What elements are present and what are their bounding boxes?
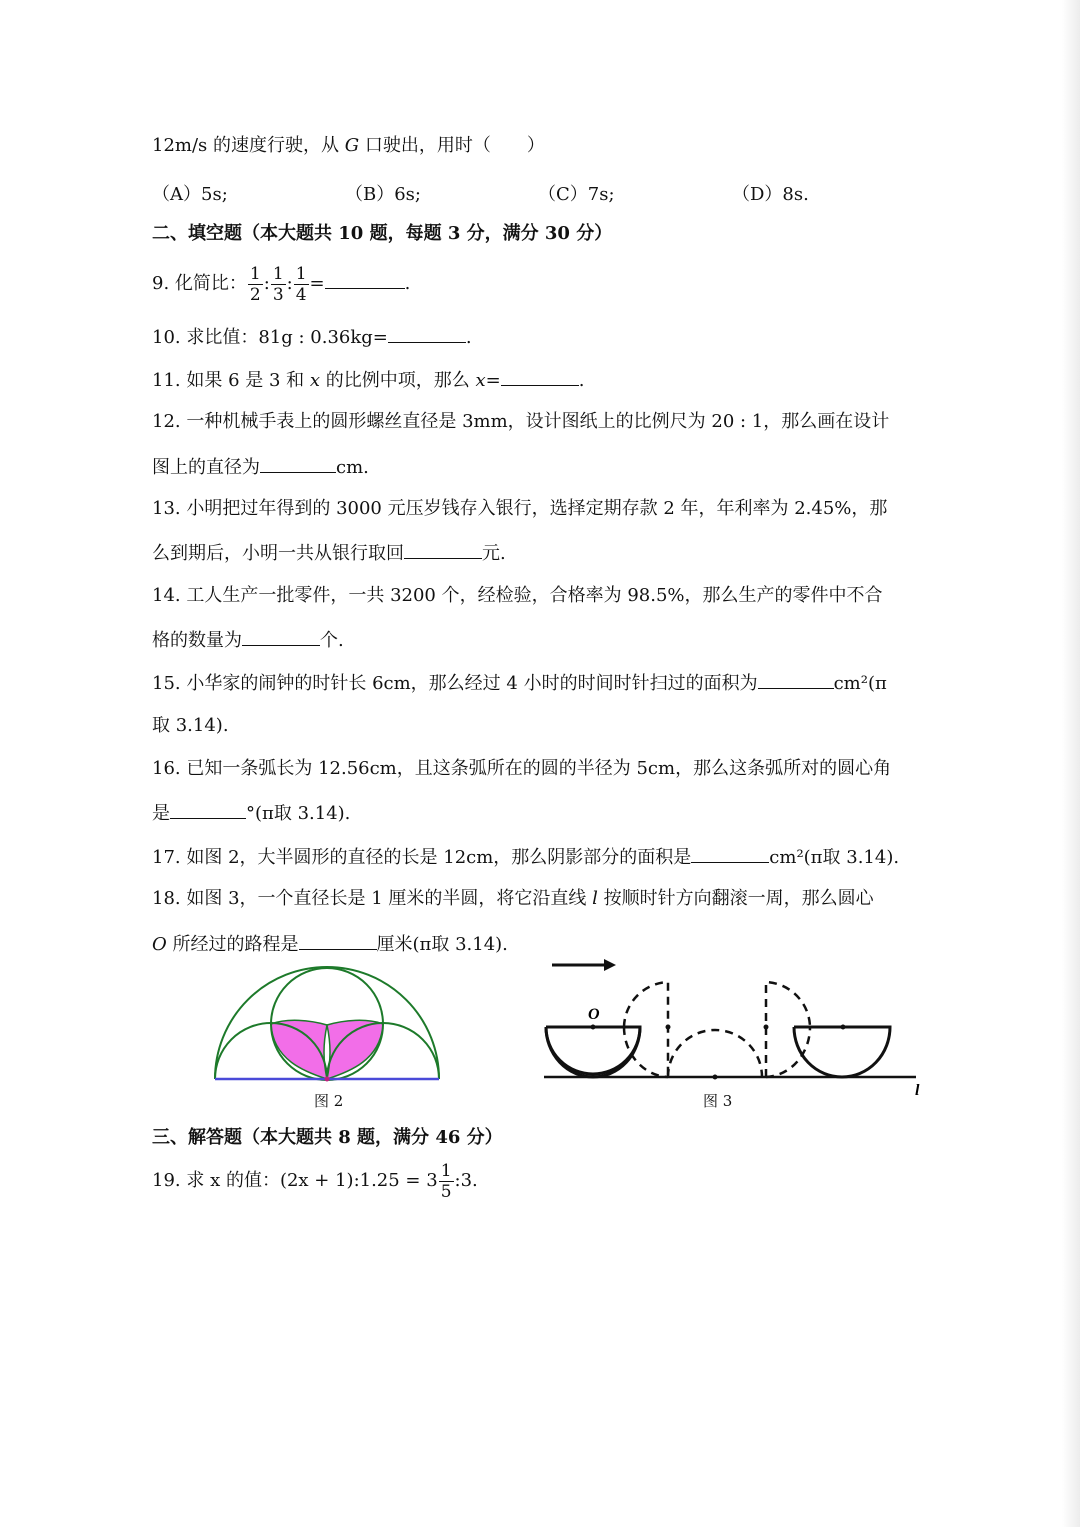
answer-blank-17[interactable]: [691, 844, 769, 863]
center-o-end: [841, 1025, 846, 1030]
answer-blank-9[interactable]: [325, 270, 405, 289]
question-15-line-2: 取 3.14).: [152, 715, 229, 736]
q8-text-a: 12m/s 的速度行驶，从: [152, 135, 345, 156]
dashed-roll-arc-1-low: [624, 1027, 668, 1077]
question-15-line-1: 15. 小华家的闹钟的时针长 6cm，那么经过 4 小时的时间时针扫过的面积为 cm²(π: [152, 670, 887, 696]
dashed-roll-arc-3-low: [766, 1027, 810, 1077]
answer-blank-14[interactable]: [242, 627, 320, 646]
q9-prefix: 9. 化简比：: [152, 273, 247, 294]
semicircle-end: [794, 1027, 890, 1077]
question-9: 9. 化简比： $\frac{1}{2}$ : $\frac{1}{3}$ : $\frac{1}{4}$ = .: [152, 263, 411, 305]
dashed-roll-arc-2: [668, 1030, 762, 1077]
figure-2-diagram: [205, 960, 455, 1090]
question-12-line-1: 12. 一种机械手表上的圆形螺丝直径是 3mm，设计图纸上的比例尺为 20 : 1，那么画在设计: [152, 411, 890, 432]
section-3-heading: 三、解答题（本大题共 8 题，满分 46 分）: [152, 1127, 503, 1148]
q19-fraction: $\frac{1}{5}$: [440, 1160, 452, 1202]
figure-3-caption: 图 3: [703, 1092, 733, 1110]
answer-blank-10[interactable]: [388, 324, 466, 343]
answer-blank-16[interactable]: [170, 800, 246, 819]
figure-2-caption: 图 2: [314, 1092, 344, 1110]
q9-frac-3: $\frac{1}{4}$: [295, 263, 307, 305]
direction-arrow-head: [604, 959, 616, 971]
center-o-vertical-1: [666, 1025, 671, 1030]
option-a: （A）5s;: [152, 184, 228, 205]
question-13-line-1: 13. 小明把过年得到的 3000 元压岁钱存入银行，选择定期存款 2 年，年利率为 2.45%，那: [152, 498, 888, 519]
q9-frac-1: $\frac{1}{2}$: [249, 263, 261, 305]
center-o-start: [591, 1025, 596, 1030]
section-2-heading: 二、填空题（本大题共 10 题，每题 3 分，满分 30 分）: [152, 223, 613, 244]
dashed-roll-arc-3: [766, 982, 810, 1077]
q8-var-g: G: [344, 135, 360, 156]
question-18-line-1: 18. 如图 3，一个直径长是 1 厘米的半圆，将它沿直线 l 按顺时针方向翻滚一周，那么圆心: [152, 888, 874, 909]
question-12-line-2: 图上的直径为 cm.: [152, 454, 369, 480]
center-o-vertical-2: [764, 1025, 769, 1030]
question-19: 19. 求 x 的值：(2x + 1):1.25 = 3 $\frac{1}{5}$ :3.: [152, 1160, 478, 1202]
dashed-roll-arc-1: [624, 982, 668, 1077]
question-11: 11. 如果 6 是 3 和 x 的比例中项，那么 x= .: [152, 367, 584, 393]
scan-edge-shadow: [1062, 0, 1080, 1527]
option-d: （D）8s.: [732, 184, 809, 205]
answer-blank-11[interactable]: [501, 367, 579, 386]
semicircle-start: [546, 1027, 640, 1074]
label-o: O: [588, 1006, 600, 1023]
answer-blank-12[interactable]: [260, 454, 336, 473]
label-l: l: [915, 1082, 920, 1095]
semicircle-start-bowl: [546, 1027, 640, 1077]
question-10: 10. 求比值：81g : 0.36kg= .: [152, 324, 472, 350]
center-o-bottom: [713, 1075, 718, 1080]
q8-text-b: 口驶出，用时（ ）: [359, 135, 545, 156]
question-8-tail: [152, 134, 545, 158]
answer-blank-18[interactable]: [299, 931, 377, 950]
question-18-line-2: O 所经过的路程是 厘米(π取 3.14).: [152, 931, 508, 957]
center-point: [325, 1077, 330, 1082]
option-b: （B）6s;: [345, 184, 421, 205]
answer-blank-15[interactable]: [758, 670, 834, 689]
question-13-line-2: 么到期后，小明一共从银行取回 元.: [152, 540, 506, 566]
question-14-line-2: 格的数量为 个.: [152, 627, 344, 653]
question-16-line-1: 16. 已知一条弧长为 12.56cm，且这条弧所在的圆的半径为 5cm，那么这条弧所对的圆心角: [152, 758, 892, 779]
q9-frac-2: $\frac{1}{3}$: [272, 263, 284, 305]
question-16-line-2: 是 °(π取 3.14).: [152, 800, 350, 826]
question-14-line-1: 14. 工人生产一批零件，一共 3200 个，经检验，合格率为 98.5%，那么生产的零件中不合: [152, 585, 883, 606]
question-17: 17. 如图 2，大半圆形的直径的长是 12cm，那么阴影部分的面积是 cm²(π取 3.14).: [152, 844, 899, 870]
option-c: （C）7s;: [538, 184, 615, 205]
figure-3-diagram: [538, 955, 928, 1095]
answer-blank-13[interactable]: [404, 540, 482, 559]
